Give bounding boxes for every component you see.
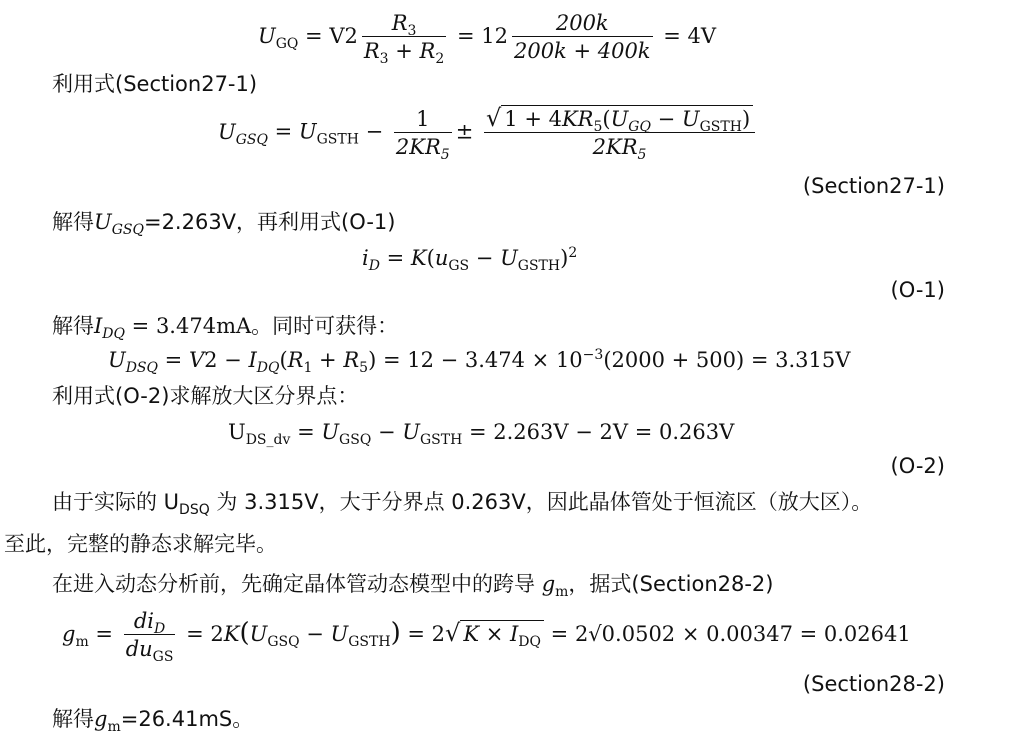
text-line-static-done: 至此，完整的静态求解完毕。	[4, 532, 277, 556]
twelve-value: 12	[481, 24, 508, 48]
text-line-dynamic-intro: 在进入动态分析前，先确定晶体管动态模型中的跨导 $g_m$，据式(Section28-2)	[52, 572, 774, 601]
text-line-conclusion: 由于实际的 $U_{DSQ}$ 为 3.315V，大于分界点 0.263V，因此晶体管处于恒流区（放大区）。	[52, 490, 873, 519]
equation-ugsq: $U_{GSQ} = U_{GSTH}$ − $\frac{1}{2KR_5}$ ± $\frac{√ 1 + 4KR_5(U_{GQ} - U_{GSTH})}{2KR_5}$	[218, 105, 759, 161]
v2-symbol: V2	[329, 24, 358, 48]
eq-label-o-1: (O-1)	[890, 278, 945, 302]
equation-gm: $g_m$ = $\frac{di_D}{du_{GS}}$ = $2K(U_{GSQ} - U_{GSTH}) = 2√$ $K \times I_{DQ} = 2√0.0502 \times 0.00347 = 0.02641$	[62, 609, 911, 666]
text-line-solve-ugsq: 解得$U_{GSQ}=2.263V$，再利用式(O-1)	[52, 210, 396, 239]
text-line-solve-idq: 解得$I_{DQ} = 3.474mA$。同时可获得：	[52, 314, 399, 343]
fraction-200k: $\frac{200k}{200k + 400k}$	[513, 11, 651, 63]
ugq-result: = 4V	[663, 24, 717, 48]
text-line-solve-gm: 解得$g_m=26.41mS$。	[52, 707, 254, 736]
text-line-use-eq-27-1: 利用式(Section27-1)	[52, 72, 258, 96]
equation-ugq: $U_{GQ} = V2$ $\frac{R_3}{R_3 + R_2}$ = 12 $\frac{200k}{200k + 400k}$ = 4V	[258, 11, 717, 68]
fraction-r3: $\frac{R_3}{R_3 + R_2}$	[363, 11, 445, 68]
equation-udsq: $U_{DSQ} = V2 - I_{DQ}(R_1 + R_5) = 12 - 3.474 \times 10^{-3}(2000 + 500) = 3.315V$	[108, 347, 851, 377]
eq-label-27-1: (Section27-1)	[802, 174, 945, 198]
fraction-sqrt: $\frac{√ 1 + 4KR_5(U_{GQ} - U_{GSTH})}{2KR_5}$	[484, 105, 755, 161]
fraction-1-over-2kr5: $\frac{1}{2KR_5}$	[395, 106, 450, 163]
eq-label-28-2: (Section28-2)	[802, 672, 945, 696]
equation-id: $i_D = K(u_{GS} - U_{GSTH})^2$	[362, 245, 578, 275]
eq-label-o-2: (O-2)	[890, 454, 945, 478]
text-line-use-eq-o-2: 利用式(O-2)求解放大区分界点：	[52, 384, 359, 408]
equation-uds-dv: $U_{DS\_dv} = U_{GSQ} - U_{GSTH} = 2.263V - 2V = 0.263V$	[228, 420, 735, 449]
fraction-did-dugs: $\frac{di_D}{du_{GS}}$	[125, 609, 174, 666]
